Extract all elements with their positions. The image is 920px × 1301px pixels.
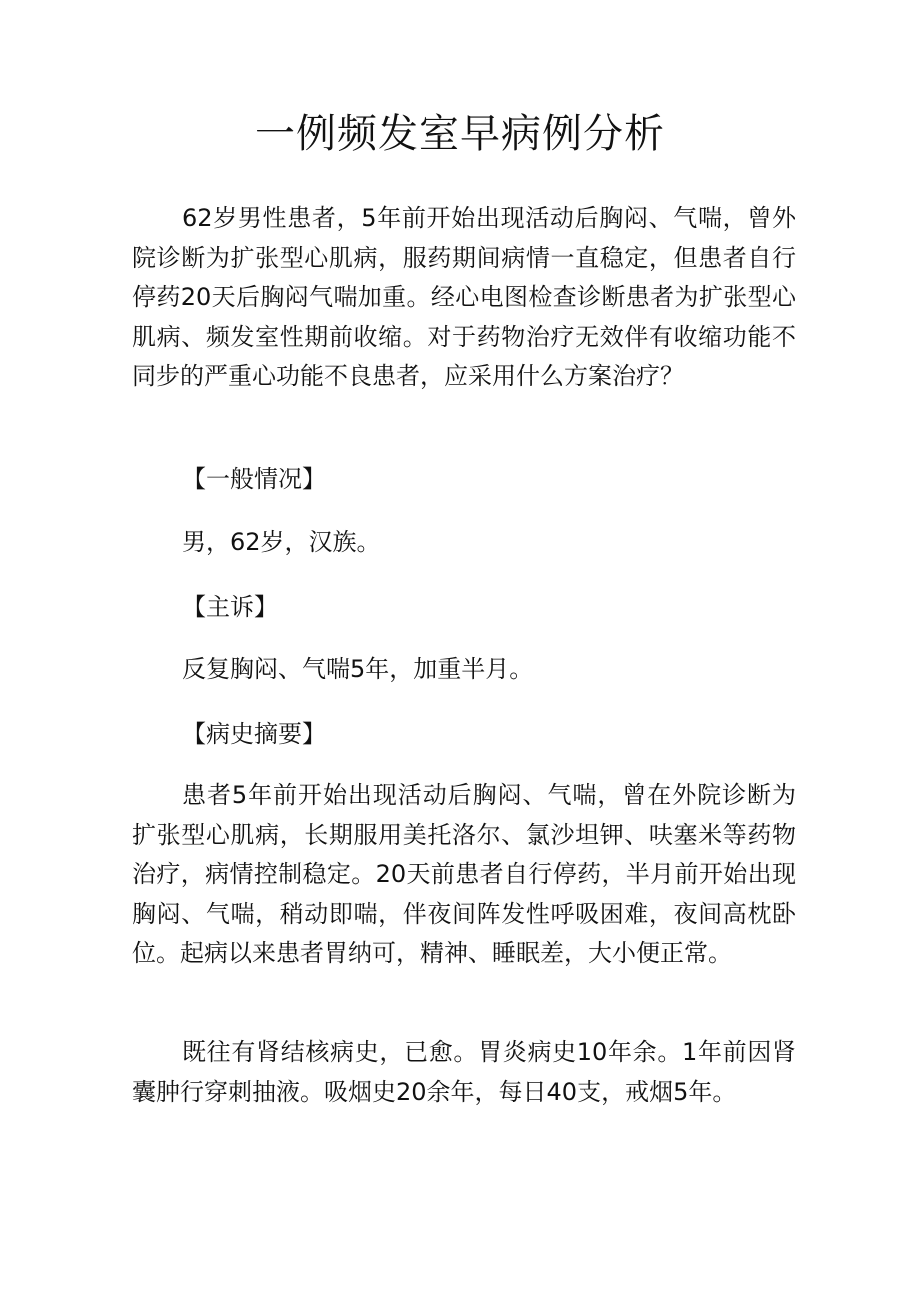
history-summary-paragraph: 患者5年前开始出现活动后胸闷、气喘，曾在外院诊断为扩张型心肌病，长期服用美托洛尔、氯沙坦钾、呋塞米等药物治疗，病情控制稳定。20天前患者自行停药，半月前开始出现胸闷、气喘，稍动即喘，伴夜间阵发性呼吸困难，夜间高枕卧位。起病以来患者胃纳可，精神、睡眠差，大小便正常。 <box>132 781 796 967</box>
document-title: 一例频发室早病例分析 <box>255 111 665 157</box>
section-heading-general: 【一般情况】 <box>182 465 326 493</box>
section-body-general: 男，62岁，汉族。 <box>182 528 381 556</box>
past-history-paragraph: 既往有肾结核病史，已愈。胃炎病史10年余。1年前因肾囊肿行穿刺抽液。吸烟史20余年，每日40支，戒烟5年。 <box>132 1038 796 1106</box>
section-body-complaint: 反复胸闷、气喘5年，加重半月。 <box>182 655 534 683</box>
section-heading-complaint: 【主诉】 <box>182 593 278 621</box>
intro-paragraph: 62岁男性患者，5年前开始出现活动后胸闷、气喘，曾外院诊断为扩张型心肌病，服药期间病情一直稳定，但患者自行停药20天后胸闷气喘加重。经心电图检查诊断患者为扩张型心肌病、频发室性期前收缩。对于药物治疗无效伴有收缩功能不同步的严重心功能不良患者，应采用什么方案治疗？ <box>132 204 796 390</box>
section-heading-history: 【病史摘要】 <box>182 720 326 748</box>
